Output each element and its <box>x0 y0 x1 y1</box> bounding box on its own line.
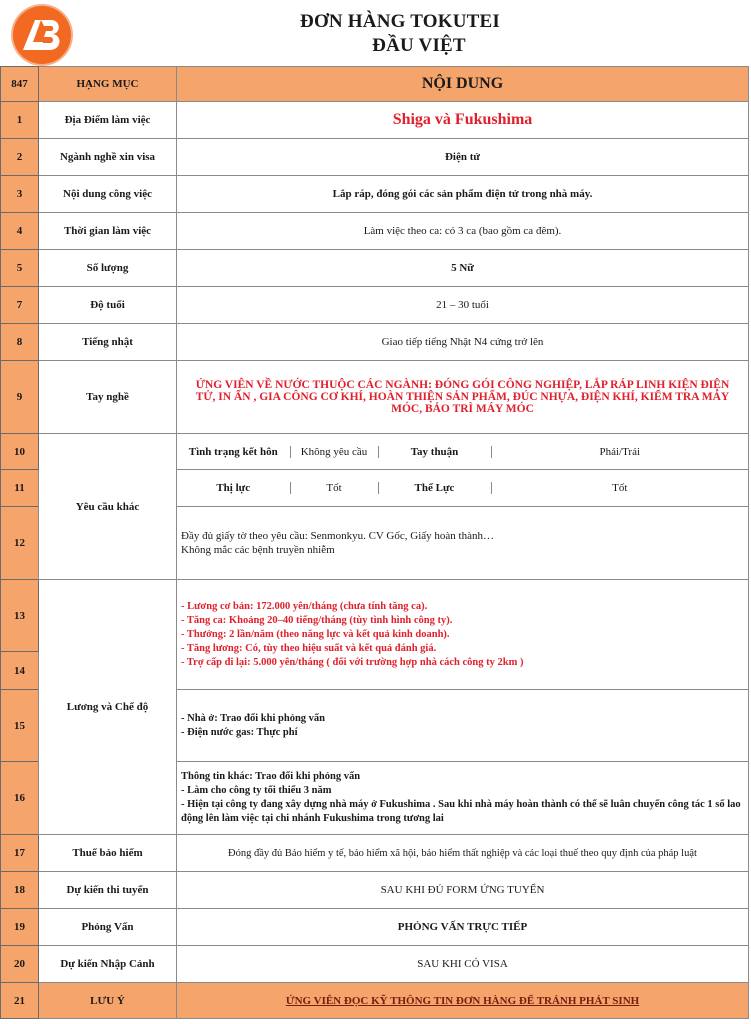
header-content: NỘI DUNG <box>177 67 749 102</box>
row-number: 18 <box>1 872 39 909</box>
row-category: Yêu cầu khác <box>39 434 177 580</box>
exam-schedule: SAU KHI ĐỦ FORM ỨNG TUYỂN <box>177 872 749 909</box>
age-range: 21 – 30 tuổi <box>177 287 749 324</box>
row-category: Phỏng Vấn <box>39 909 177 946</box>
row-number: 2 <box>1 139 39 176</box>
skills-requirement: ỨNG VIÊN VỀ NƯỚC THUỘC CÁC NGÀNH: ĐÓNG GÓI CÔNG NGHIỆP, LẮP RÁP LINH KIỆN ĐIỆN TỬ, IN ẤN , GIA CÔNG CƠ KHÍ, HOÀN THIỆN SẢN PHẨM, ĐÚC NHỰA, ĐIỆN KHÍ, KIỂM TRA MÁY MÓC, BẢO TRÌ MÁY MÓC <box>177 361 749 434</box>
vision-label: Thị lực <box>177 482 290 494</box>
table-header-row <box>1 67 749 102</box>
row-number: 12 <box>1 507 39 580</box>
row-category: Dự kiến Nhập Cảnh <box>39 946 177 983</box>
vision-fitness-cell <box>177 470 749 507</box>
row-number: 10 <box>1 434 39 470</box>
other-info <box>177 762 749 835</box>
row-number: 8 <box>1 324 39 361</box>
note-label: LƯU Ý <box>39 983 177 1019</box>
row-category: Dự kiến thi tuyển <box>39 872 177 909</box>
other-info-line: Thông tin khác: Trao đổi khi phỏng vấn <box>181 771 361 782</box>
row-number: 4 <box>1 213 39 250</box>
row-category: Tay nghề <box>39 361 177 434</box>
table-row <box>1 835 749 872</box>
salary-line: - Tăng ca: Khoảng 20–40 tiếng/tháng (tùy tình hình công ty). <box>181 614 453 626</box>
row-category: Địa Điểm làm việc <box>39 102 177 139</box>
row-number: 14 <box>1 652 39 690</box>
salary-line: - Thưởng: 2 lần/năm (theo năng lực và kết quả kinh doanh). <box>181 628 450 640</box>
fitness-value: Tốt <box>612 482 628 494</box>
row-number: 7 <box>1 287 39 324</box>
documents-requirement <box>177 507 749 580</box>
visa-field: Điện tử <box>177 139 749 176</box>
quantity: 5 Nữ <box>177 250 749 287</box>
salary-line: - Tăng lương: Có, tùy theo hiệu suất và kết quả đánh giá. <box>181 642 437 654</box>
work-location: Shiga và Fukushima <box>177 102 749 139</box>
other-info-line: - Làm cho công ty tối thiểu 3 năm <box>181 785 332 796</box>
table-row <box>1 176 749 213</box>
row-number: 11 <box>1 470 39 507</box>
table-row <box>1 139 749 176</box>
housing-line: - Nhà ở: Trao đổi khi phỏng vấn <box>181 712 326 724</box>
table-row <box>1 580 749 652</box>
table-row <box>1 909 749 946</box>
row-number: 16 <box>1 762 39 835</box>
row-category: Lương và Chế độ <box>39 580 177 835</box>
ab-logo-icon <box>13 6 71 64</box>
fitness-label: Thể Lực <box>378 482 491 494</box>
marital-hand-cell <box>177 434 749 470</box>
interview-type: PHỎNG VẤN TRỰC TIẾP <box>177 909 749 946</box>
footer-row <box>1 983 749 1019</box>
table-row <box>1 213 749 250</box>
row-category: Ngành nghề xin visa <box>39 139 177 176</box>
row-number: 5 <box>1 250 39 287</box>
hand-value: Phải/Trái <box>599 445 641 458</box>
japanese-level: Giao tiếp tiếng Nhật N4 cứng trở lên <box>177 324 749 361</box>
table-row <box>1 250 749 287</box>
other-info-line: - Hiện tại công ty đang xây dựng nhà máy ở Fukushima . Sau khi nhà máy hoàn thành có thể sẽ luân chuyển công tác 1 số lao động lên làm việc tại chi nhánh Fukushima trong tương lai <box>181 799 741 824</box>
salary-line: - Lương cơ bản: 172.000 yên/tháng (chưa tính tăng ca). <box>181 600 428 612</box>
row-category: Thời gian làm việc <box>39 213 177 250</box>
row-number: 3 <box>1 176 39 213</box>
row-category: Tiếng nhật <box>39 324 177 361</box>
table-row <box>1 102 749 139</box>
marital-label: Tình trạng kết hôn <box>177 446 290 458</box>
table-row <box>1 361 749 434</box>
note-text: ỨNG VIÊN ĐỌC KỸ THÔNG TIN ĐƠN HÀNG ĐỂ TRÁNH PHÁT SINH <box>177 983 749 1019</box>
salary-line: - Trợ cấp đi lại: 5.000 yên/tháng ( đối với trường hợp nhà cách công ty 2km ) <box>181 656 524 668</box>
row-category: Thuế bảo hiểm <box>39 835 177 872</box>
table-row <box>1 434 749 470</box>
table-row <box>1 946 749 983</box>
row-number: 9 <box>1 361 39 434</box>
row-category: Số lượng <box>39 250 177 287</box>
utilities-line: - Điện nước gas: Thực phí <box>181 726 298 738</box>
page-subtitle: ĐẦU VIỆT <box>372 35 466 56</box>
row-category: Nội dung công việc <box>39 176 177 213</box>
table-row <box>1 324 749 361</box>
docs-line: Đầy đủ giấy tờ theo yêu cầu: Senmonkyu. CV Gốc, Giấy hoàn thành… <box>181 530 494 542</box>
vision-value: Tốt <box>290 482 378 494</box>
housing-details <box>177 690 749 762</box>
work-hours: Làm việc theo ca: có 3 ca (bao gồm ca đêm). <box>177 213 749 250</box>
row-number: 20 <box>1 946 39 983</box>
page-title: ĐƠN HÀNG TOKUTEI <box>300 11 500 32</box>
entry-schedule: SAU KHI CÓ VISA <box>177 946 749 983</box>
row-number: 15 <box>1 690 39 762</box>
table-row <box>1 287 749 324</box>
marital-value: Không yêu cầu <box>290 446 378 458</box>
tax-insurance: Đóng đầy đủ Bảo hiểm y tế, bảo hiểm xã hội, bảo hiểm thất nghiệp và các loại thuế theo quy định của pháp luật <box>177 835 749 872</box>
salary-details <box>177 580 749 690</box>
row-number: 1 <box>1 102 39 139</box>
row-number: 21 <box>1 983 39 1019</box>
row-number: 17 <box>1 835 39 872</box>
job-description: Lắp ráp, đóng gói các sản phẩm điện tử trong nhà máy. <box>177 176 749 213</box>
health-line: Không mắc các bệnh truyền nhiễm <box>181 544 335 556</box>
header-category: HẠNG MỤC <box>39 67 177 102</box>
job-order-table <box>0 66 749 1019</box>
table-row <box>1 872 749 909</box>
company-logo <box>13 6 71 64</box>
order-code: 847 <box>1 67 39 102</box>
row-category: Độ tuổi <box>39 287 177 324</box>
hand-label: Tay thuận <box>378 446 491 458</box>
row-number: 19 <box>1 909 39 946</box>
row-number: 13 <box>1 580 39 652</box>
